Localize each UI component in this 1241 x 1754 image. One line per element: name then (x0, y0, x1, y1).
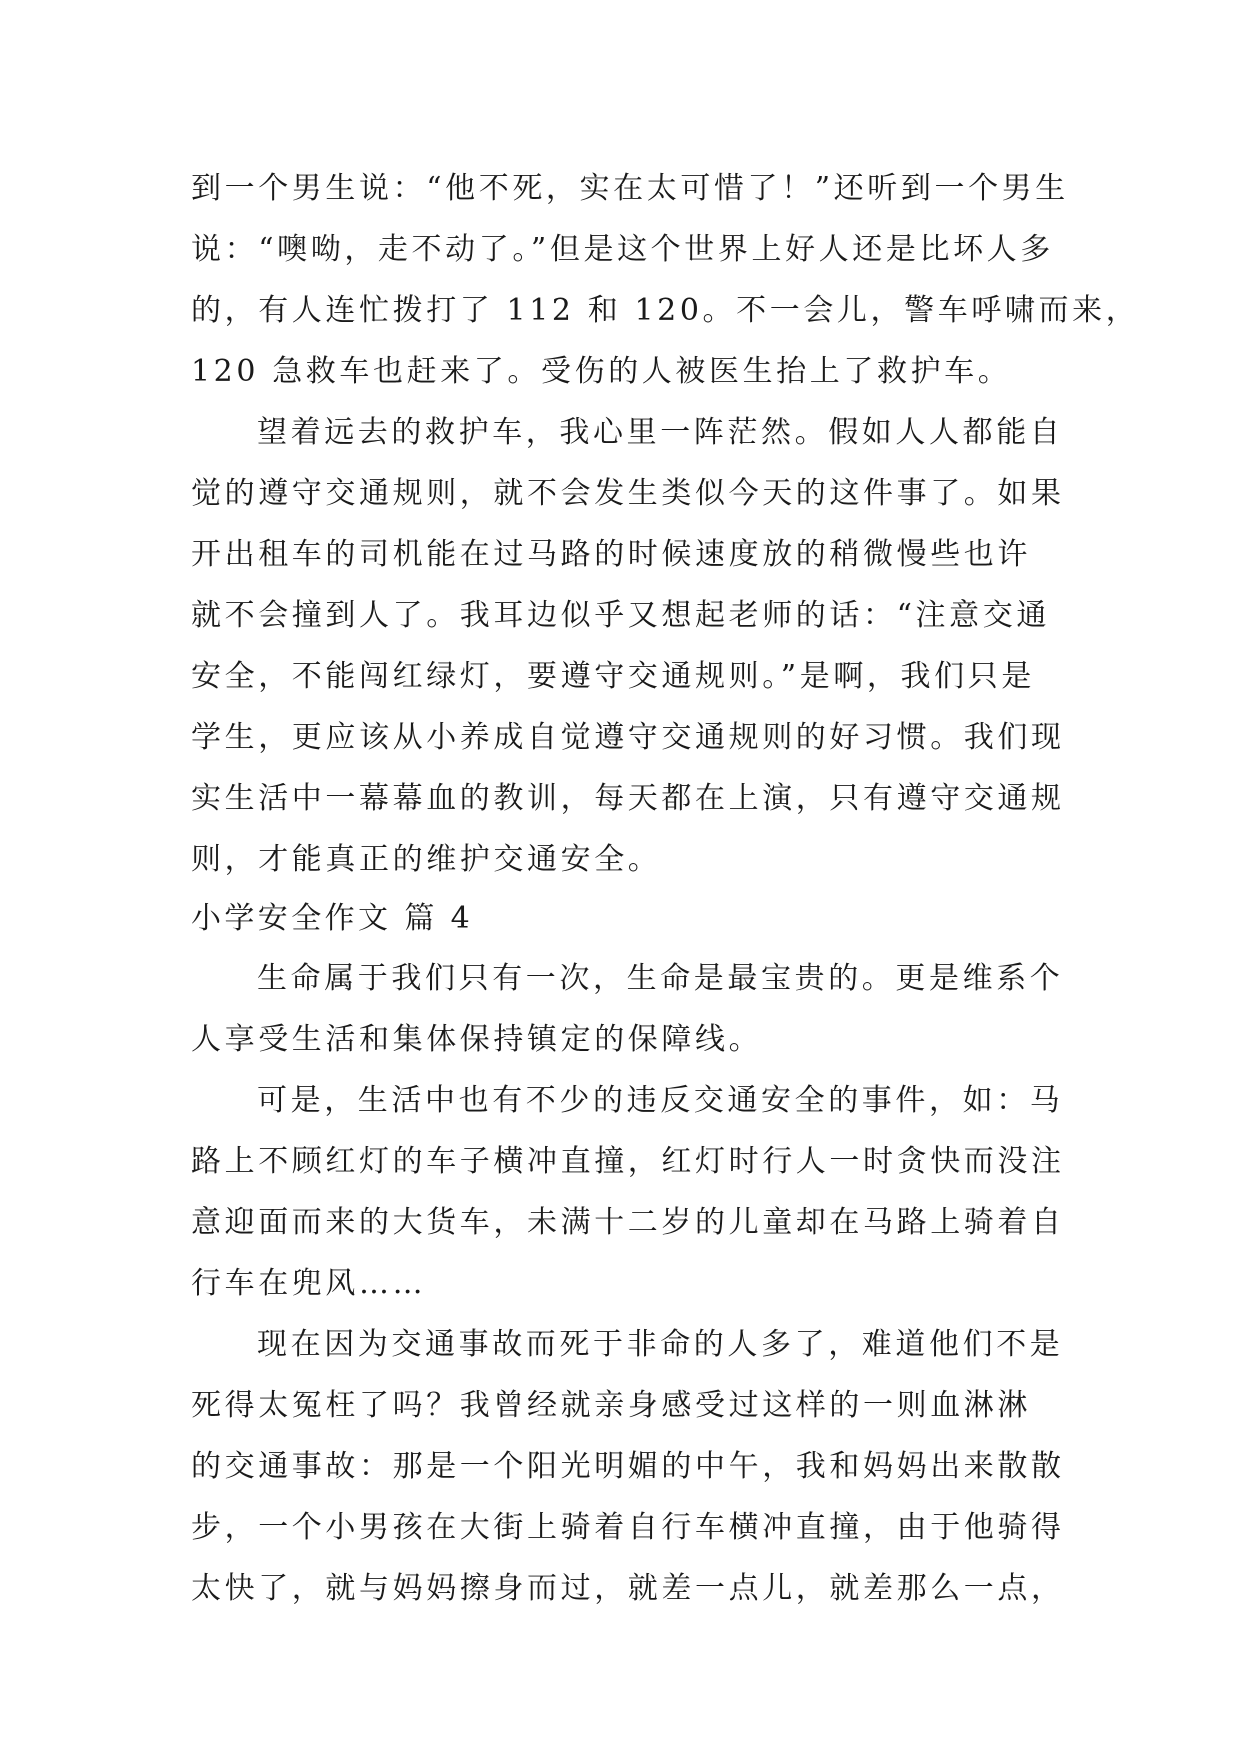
document-body (191, 158, 1140, 1619)
text-line: 安全，不能闯红绿灯，要遵守交通规则。”是啊，我们只是 (191, 659, 1035, 694)
text-line: 路上不顾红灯的车子横冲直撞，红灯时行人一时贪快而没注 (191, 1144, 1065, 1179)
text-line: 步，一个小男孩在大街上骑着自行车横冲直撞，由于他骑得 (191, 1510, 1065, 1545)
text-line: 生命属于我们只有一次，生命是最宝贵的。更是维系个 (257, 961, 1064, 996)
text-line: 觉的遵守交通规则，就不会发生类似今天的这件事了。如果 (191, 476, 1065, 511)
text-line: 死得太冤枉了吗？我曾经就亲身感受过这样的一则血淋淋 (191, 1388, 1031, 1423)
text-line: 行车在兜风…… (191, 1266, 427, 1301)
text-line: 到一个男生说：“他不死，实在太可惜了！”还听到一个男生 (191, 171, 1069, 206)
text-line: 人享受生活和集体保持镇定的保障线。 (191, 1022, 763, 1057)
text-line: 开出租车的司机能在过马路的时候速度放的稍微慢些也许 (191, 537, 1031, 572)
text-line: 说：“噢呦，走不动了。”但是这个世界上好人还是比坏人多 (191, 232, 1054, 267)
paragraph (191, 948, 1064, 1070)
paragraph (191, 402, 1065, 890)
text-line: 120 急救车也赶来了。受伤的人被医生抬上了救护车。 (191, 354, 1012, 389)
section-heading: 小学安全作文 篇 4 (191, 901, 474, 936)
text-line: 太快了，就与妈妈擦身而过，就差一点儿，就差那么一点， (191, 1571, 1065, 1606)
text-line: 就不会撞到人了。我耳边似乎又想起老师的话：“注意交通 (191, 598, 1050, 633)
paragraph (191, 1314, 1065, 1619)
text-line: 则，才能真正的维护交通安全。 (191, 842, 662, 877)
text-line: 的交通事故：那是一个阳光明媚的中午，我和妈妈出来散散 (191, 1449, 1065, 1484)
paragraph (191, 1070, 1065, 1314)
text-line: 实生活中一幕幕血的教训，每天都在上演，只有遵守交通规 (191, 781, 1065, 816)
paragraph (191, 158, 1140, 402)
text-line: 望着远去的救护车，我心里一阵茫然。假如人人都能自 (257, 415, 1064, 450)
text-line: 意迎面而来的大货车，未满十二岁的儿童却在马路上骑着自 (191, 1205, 1065, 1240)
text-line: 现在因为交通事故而死于非命的人多了，难道他们不是 (257, 1327, 1064, 1362)
text-line: 学生，更应该从小养成自觉遵守交通规则的好习惯。我们现 (191, 720, 1065, 755)
text-line: 可是，生活中也有不少的违反交通安全的事件，如：马 (257, 1083, 1064, 1118)
text-line: 的，有人连忙拨打了 112 和 120。不一会儿，警车呼啸而来， (191, 293, 1140, 328)
